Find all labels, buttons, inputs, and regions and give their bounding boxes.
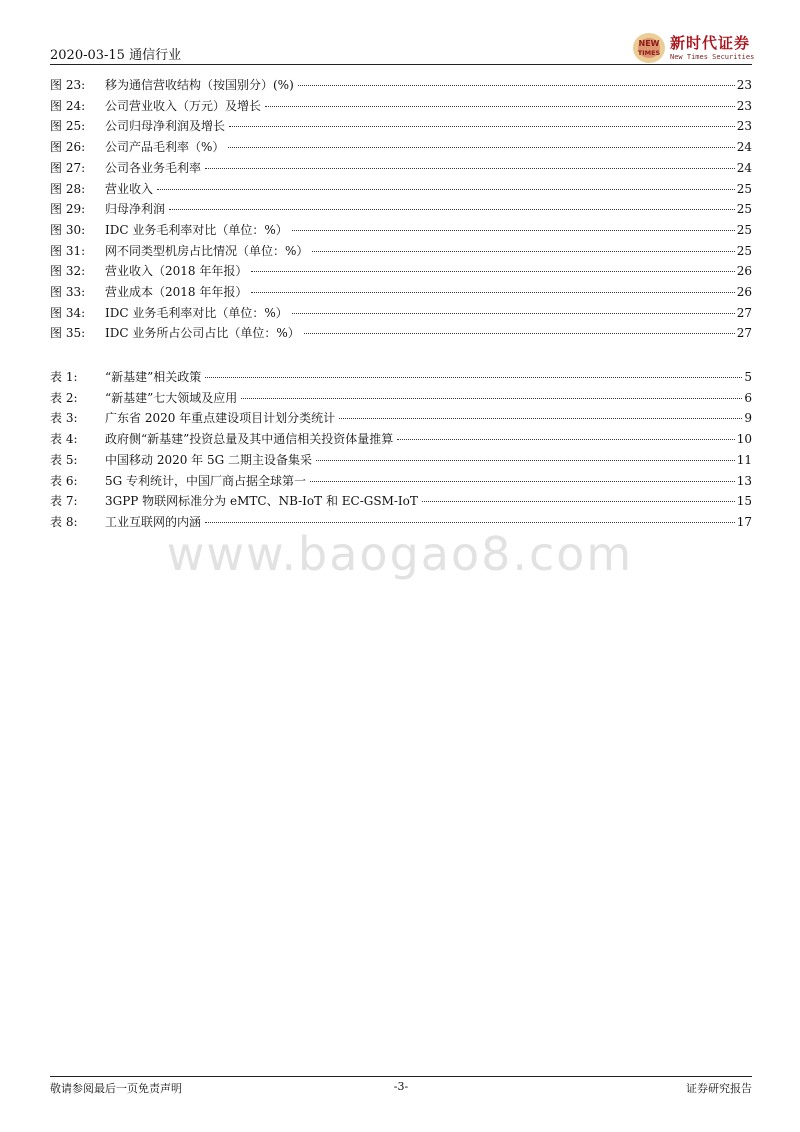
figure-list-item[interactable] [50, 97, 752, 115]
toc-entry-title: 3GPP 物联网标准分为 eMTC、NB-IoT 和 EC-GSM-IoT [105, 494, 418, 509]
toc-entry-title: 工业互联网的内涵 [105, 514, 202, 529]
toc-entry-number: 图 28: [50, 181, 86, 196]
toc-entry-page: 23 [736, 119, 752, 134]
dot-leader [422, 501, 735, 502]
figure-list-item[interactable] [50, 117, 752, 135]
toc-entry-number: 图 34: [50, 305, 86, 320]
toc-entry-number: 表 6: [50, 473, 78, 488]
logo-name-cn: 新时代证券 [670, 34, 751, 52]
figure-list-item[interactable] [50, 76, 752, 94]
toc-entry-page: 13 [736, 473, 752, 488]
toc-entry-title: IDC 业务毛利率对比（单位：%） [105, 305, 288, 320]
footer-disclaimer: 敬请参阅最后一页免责声明 [50, 1082, 182, 1095]
toc-entry-number: 表 4: [50, 432, 78, 447]
dot-leader [310, 481, 735, 482]
toc-entry-page: 25 [736, 222, 752, 237]
table-list-item[interactable] [50, 389, 752, 407]
toc-entry-page: 17 [736, 514, 752, 529]
toc-entry-page: 6 [744, 390, 752, 405]
toc-entry-title: 公司产品毛利率（%） [105, 140, 225, 155]
toc-entry-page: 23 [736, 98, 752, 113]
header-divider [50, 64, 752, 65]
toc-entry-title: 网不同类型机房占比情况（单位：%） [105, 243, 309, 258]
toc-entry-title: 公司各业务毛利率 [105, 160, 202, 175]
header-date-industry: 2020-03-15 通信行业 [50, 48, 182, 63]
dot-leader [265, 106, 735, 107]
dot-leader [157, 189, 735, 190]
toc-entry-number: 图 26: [50, 140, 86, 155]
table-list-item[interactable] [50, 409, 752, 427]
toc-entry-page: 24 [736, 160, 752, 175]
toc-entry-title: 公司归母净利润及增长 [105, 119, 226, 134]
table-list-item[interactable] [50, 492, 752, 510]
badge-text-bottom: TIMES [637, 49, 661, 57]
footer-divider [50, 1076, 752, 1077]
toc-entry-title: 中国移动 2020 年 5G 二期主设备集采 [105, 452, 313, 467]
toc-entry-page: 26 [736, 285, 752, 299]
toc-entry-title: IDC 业务所占公司占比（单位：%） [105, 326, 300, 341]
toc-entry-page: 24 [736, 140, 752, 155]
toc-entry-page: 25 [736, 243, 752, 258]
dot-leader [169, 209, 735, 210]
toc-entry-page: 15 [736, 494, 752, 509]
toc-entry-number: 图 31: [50, 243, 86, 258]
toc-entry-number: 图 35: [50, 326, 86, 341]
watermark: www.baogao8.com [166, 527, 634, 581]
toc-entry-number: 表 7: [50, 494, 78, 509]
figure-list-item[interactable] [50, 324, 752, 342]
figure-list-item[interactable] [50, 159, 752, 177]
dot-leader [304, 333, 735, 334]
table-list-item[interactable] [50, 430, 752, 448]
figure-list-item[interactable] [50, 221, 752, 239]
figure-list-item[interactable] [50, 242, 752, 260]
table-list-item[interactable] [50, 472, 752, 490]
company-logo [632, 30, 754, 66]
figure-list-item[interactable] [50, 283, 752, 301]
toc-entry-page: 11 [736, 452, 752, 467]
toc-entry-number: 图 24: [50, 98, 86, 113]
table-list-item[interactable] [50, 451, 752, 469]
dot-leader [316, 460, 735, 461]
badge-text-top: NEW [638, 39, 660, 48]
toc-entry-page: 23 [736, 78, 752, 92]
page-number: -3- [393, 1080, 409, 1093]
toc-entry-number: 图 27: [50, 160, 86, 175]
dot-leader [251, 292, 734, 293]
toc-entry-number: 图 29: [50, 202, 86, 217]
toc-entry-title: 归母净利润 [105, 202, 166, 217]
figure-list-item[interactable] [50, 138, 752, 156]
toc-entry-title: 营业收入 [105, 181, 154, 196]
toc-entry-number: 图 25: [50, 119, 86, 134]
toc-entry-title: “新基建”相关政策 [105, 370, 202, 384]
dot-leader [229, 126, 735, 127]
toc-entry-page: 27 [736, 305, 752, 320]
toc-entry-title: 营业成本（2018 年年报） [105, 285, 248, 299]
figure-list-item[interactable] [50, 180, 752, 198]
toc-entry-page: 5 [744, 370, 752, 384]
new-times-badge-icon [632, 32, 666, 64]
table-list-item[interactable] [50, 368, 752, 386]
toc-entry-number: 图 30: [50, 222, 86, 237]
toc-entry-page: 27 [736, 326, 752, 341]
toc-entry-number: 图 32: [50, 264, 86, 279]
toc-entry-number: 表 8: [50, 514, 78, 529]
dot-leader [205, 522, 735, 523]
toc-entry-page: 9 [744, 411, 752, 426]
figure-list-item[interactable] [50, 262, 752, 280]
toc-entry-title: “新基建”七大领域及应用 [105, 390, 238, 405]
dot-leader [241, 398, 742, 399]
dot-leader [205, 377, 742, 378]
toc-entry-title: 营业收入（2018 年年报） [105, 264, 248, 279]
dot-leader [339, 418, 742, 419]
dot-leader [205, 168, 735, 169]
dot-leader [292, 230, 735, 231]
dot-leader [228, 147, 734, 148]
toc-entry-page: 26 [736, 264, 752, 279]
toc-entry-number: 图 33: [50, 285, 86, 299]
dot-leader [251, 271, 734, 272]
toc-entry-title: 移为通信营收结构（按国别分）(%) [105, 78, 294, 92]
dot-leader [397, 439, 734, 440]
toc-entry-number: 图 23: [50, 78, 86, 92]
toc-entry-number: 表 5: [50, 452, 78, 467]
toc-entry-number: 表 2: [50, 390, 78, 405]
toc-entry-title: 5G 专利统计，中国厂商占据全球第一 [105, 473, 307, 488]
figure-list-item[interactable] [50, 304, 752, 322]
toc-entry-page: 10 [736, 432, 752, 447]
dot-leader [292, 313, 735, 314]
toc-entry-title: 公司营业收入（万元）及增长 [105, 98, 262, 113]
dot-leader [312, 251, 734, 252]
toc-entry-title: 广东省 2020 年重点建设项目计划分类统计 [105, 411, 336, 426]
toc-entry-title: IDC 业务毛利率对比（单位：%） [105, 222, 288, 237]
logo-name-en: New Times Securities [670, 53, 755, 61]
figure-list-item[interactable] [50, 200, 752, 218]
dot-leader [298, 85, 735, 86]
page-footer [50, 1080, 752, 1098]
footer-report-type: 证券研究报告 [686, 1082, 752, 1095]
toc-entry-number: 表 3: [50, 411, 78, 426]
toc-entry-page: 25 [736, 202, 752, 217]
toc-entry-number: 表 1: [50, 370, 78, 384]
toc-entry-title: 政府侧“新基建”投资总量及其中通信相关投资体量推算 [105, 432, 394, 447]
toc-entry-page: 25 [736, 181, 752, 196]
